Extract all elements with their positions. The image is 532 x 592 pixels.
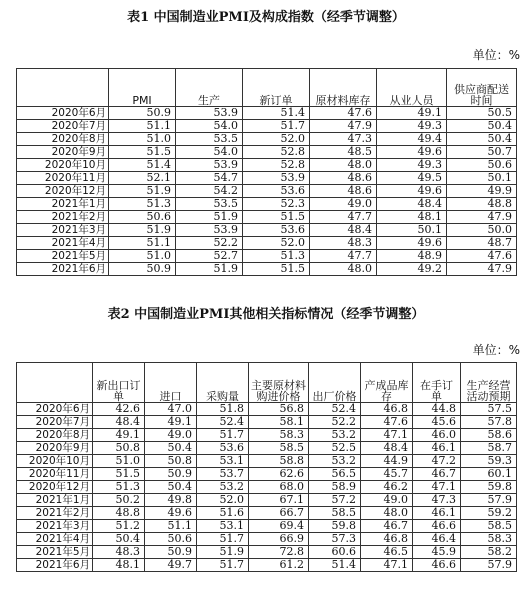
value-cell: 58.1: [249, 416, 309, 429]
value-cell: 47.9: [447, 211, 517, 224]
value-cell: 48.1: [93, 559, 145, 572]
value-cell: 59.8: [461, 481, 517, 494]
value-cell: 53.9: [176, 107, 243, 120]
value-cell: 50.4: [145, 481, 197, 494]
row-date-cell: 2021年3月: [17, 224, 109, 237]
value-cell: 49.1: [145, 416, 197, 429]
table-row: [17, 146, 517, 159]
value-cell: 46.8: [361, 533, 413, 546]
value-cell: 66.7: [249, 507, 309, 520]
value-cell: 48.3: [310, 237, 377, 250]
value-cell: 53.5: [176, 198, 243, 211]
value-cell: 49.2: [377, 263, 447, 276]
value-cell: 52.8: [243, 146, 310, 159]
table2-header-cell: 采购量: [197, 363, 249, 403]
table-row: [17, 507, 517, 520]
value-cell: 52.0: [243, 133, 310, 146]
value-cell: 50.8: [93, 442, 145, 455]
value-cell: 48.4: [93, 416, 145, 429]
value-cell: 57.9: [461, 559, 517, 572]
value-cell: 48.8: [447, 198, 517, 211]
value-cell: 51.9: [176, 211, 243, 224]
value-cell: 53.6: [197, 442, 249, 455]
value-cell: 57.8: [461, 416, 517, 429]
value-cell: 46.5: [361, 546, 413, 559]
table-row: [17, 107, 517, 120]
value-cell: 48.0: [361, 507, 413, 520]
table1-title: 表1 中国制造业PMI及构成指数（经季节调整）: [127, 10, 405, 25]
value-cell: 51.5: [109, 146, 176, 159]
value-cell: 49.6: [377, 185, 447, 198]
row-date-cell: 2020年7月: [17, 120, 109, 133]
value-cell: 52.2: [309, 416, 361, 429]
value-cell: 48.0: [310, 159, 377, 172]
value-cell: 51.2: [93, 520, 145, 533]
value-cell: 48.3: [93, 546, 145, 559]
value-cell: 47.1: [361, 559, 413, 572]
value-cell: 46.7: [413, 468, 461, 481]
value-cell: 49.1: [377, 107, 447, 120]
value-cell: 48.0: [310, 263, 377, 276]
value-cell: 46.8: [361, 403, 413, 416]
value-cell: 52.3: [243, 198, 310, 211]
row-date-cell: 2021年6月: [17, 263, 109, 276]
value-cell: 47.7: [310, 211, 377, 224]
value-cell: 72.8: [249, 546, 309, 559]
value-cell: 51.9: [109, 185, 176, 198]
value-cell: 48.4: [310, 224, 377, 237]
table-row: [17, 468, 517, 481]
table-row: [17, 198, 517, 211]
value-cell: 47.3: [413, 494, 461, 507]
row-date-cell: 2021年1月: [17, 494, 93, 507]
value-cell: 53.6: [243, 185, 310, 198]
value-cell: 52.4: [197, 416, 249, 429]
value-cell: 46.1: [413, 442, 461, 455]
value-cell: 58.7: [461, 442, 517, 455]
table1-header-cell: 供应商配送时间: [447, 69, 517, 107]
value-cell: 52.5: [309, 442, 361, 455]
value-cell: 50.6: [145, 533, 197, 546]
value-cell: 54.0: [176, 146, 243, 159]
value-cell: 51.1: [145, 520, 197, 533]
value-cell: 58.2: [461, 546, 517, 559]
row-date-cell: 2020年8月: [17, 133, 109, 146]
value-cell: 51.5: [93, 468, 145, 481]
table2-header-cell: 新出口订单: [93, 363, 145, 403]
value-cell: 59.2: [461, 507, 517, 520]
value-cell: 49.5: [377, 172, 447, 185]
value-cell: 51.3: [109, 198, 176, 211]
value-cell: 52.0: [243, 237, 310, 250]
value-cell: 51.7: [197, 559, 249, 572]
row-date-cell: 2020年9月: [17, 442, 93, 455]
value-cell: 51.9: [176, 263, 243, 276]
value-cell: 51.8: [197, 403, 249, 416]
value-cell: 44.8: [413, 403, 461, 416]
value-cell: 57.2: [309, 494, 361, 507]
value-cell: 50.9: [109, 107, 176, 120]
table1-body: [17, 107, 517, 276]
table2-header-cell: 在手订单: [413, 363, 461, 403]
table2-header-cell: 产成品库存: [361, 363, 413, 403]
table-row: [17, 416, 517, 429]
table2-header-cell: 主要原材料购进价格: [249, 363, 309, 403]
row-date-cell: 2021年5月: [17, 546, 93, 559]
value-cell: 51.3: [243, 250, 310, 263]
value-cell: 59.8: [309, 520, 361, 533]
value-cell: 68.0: [249, 481, 309, 494]
table-row: [17, 185, 517, 198]
table2-header-cell: 生产经营活动预期: [461, 363, 517, 403]
value-cell: 51.1: [109, 237, 176, 250]
value-cell: 57.3: [309, 533, 361, 546]
value-cell: 47.3: [310, 133, 377, 146]
row-date-cell: 2020年11月: [17, 172, 109, 185]
table2-header-cell: [17, 363, 93, 403]
value-cell: 46.6: [413, 559, 461, 572]
table-row: [17, 494, 517, 507]
value-cell: 51.9: [109, 224, 176, 237]
value-cell: 53.7: [197, 468, 249, 481]
value-cell: 48.6: [310, 172, 377, 185]
row-date-cell: 2021年1月: [17, 198, 109, 211]
table-row: [17, 429, 517, 442]
value-cell: 56.5: [309, 468, 361, 481]
value-cell: 49.4: [377, 133, 447, 146]
value-cell: 50.4: [447, 120, 517, 133]
row-date-cell: 2020年6月: [17, 403, 93, 416]
value-cell: 52.8: [243, 159, 310, 172]
value-cell: 60.6: [309, 546, 361, 559]
value-cell: 49.8: [145, 494, 197, 507]
value-cell: 53.9: [243, 172, 310, 185]
value-cell: 51.7: [197, 533, 249, 546]
value-cell: 53.2: [197, 481, 249, 494]
value-cell: 58.5: [249, 442, 309, 455]
value-cell: 50.2: [93, 494, 145, 507]
table2-header-cell: 出厂价格: [309, 363, 361, 403]
value-cell: 49.3: [377, 159, 447, 172]
value-cell: 53.1: [197, 520, 249, 533]
value-cell: 48.4: [377, 198, 447, 211]
value-cell: 50.9: [145, 468, 197, 481]
row-date-cell: 2021年5月: [17, 250, 109, 263]
value-cell: 58.3: [249, 429, 309, 442]
value-cell: 47.1: [413, 481, 461, 494]
table1-header-row: [17, 69, 517, 107]
value-cell: 47.6: [447, 250, 517, 263]
table-row: [17, 546, 517, 559]
row-date-cell: 2021年3月: [17, 520, 93, 533]
value-cell: 53.1: [197, 455, 249, 468]
value-cell: 51.4: [243, 107, 310, 120]
value-cell: 46.2: [361, 481, 413, 494]
value-cell: 49.7: [145, 559, 197, 572]
value-cell: 50.5: [447, 107, 517, 120]
value-cell: 53.9: [176, 224, 243, 237]
value-cell: 49.1: [93, 429, 145, 442]
row-date-cell: 2021年6月: [17, 559, 93, 572]
value-cell: 46.6: [413, 520, 461, 533]
value-cell: 48.9: [377, 250, 447, 263]
value-cell: 58.8: [249, 455, 309, 468]
value-cell: 50.1: [447, 172, 517, 185]
value-cell: 46.0: [413, 429, 461, 442]
table2-body: [17, 403, 517, 572]
value-cell: 52.2: [176, 237, 243, 250]
value-cell: 47.0: [145, 403, 197, 416]
table1-header-cell: 原材料库存: [310, 69, 377, 107]
value-cell: 47.7: [310, 250, 377, 263]
row-date-cell: 2020年9月: [17, 146, 109, 159]
row-date-cell: 2020年6月: [17, 107, 109, 120]
value-cell: 50.4: [145, 442, 197, 455]
value-cell: 54.7: [176, 172, 243, 185]
table1-header-cell: 生产: [176, 69, 243, 107]
value-cell: 49.6: [377, 146, 447, 159]
value-cell: 51.4: [309, 559, 361, 572]
value-cell: 51.1: [109, 120, 176, 133]
value-cell: 60.1: [461, 468, 517, 481]
table-row: [17, 520, 517, 533]
value-cell: 48.4: [361, 442, 413, 455]
value-cell: 47.9: [447, 263, 517, 276]
value-cell: 49.6: [377, 237, 447, 250]
row-date-cell: 2021年2月: [17, 211, 109, 224]
value-cell: 48.7: [447, 237, 517, 250]
value-cell: 50.6: [109, 211, 176, 224]
value-cell: 48.5: [310, 146, 377, 159]
table-row: [17, 533, 517, 546]
value-cell: 58.5: [461, 520, 517, 533]
table-row: [17, 159, 517, 172]
value-cell: 52.4: [309, 403, 361, 416]
table-row: [17, 455, 517, 468]
value-cell: 67.1: [249, 494, 309, 507]
value-cell: 45.9: [413, 546, 461, 559]
value-cell: 46.4: [413, 533, 461, 546]
value-cell: 45.7: [361, 468, 413, 481]
value-cell: 57.9: [461, 494, 517, 507]
value-cell: 51.9: [197, 546, 249, 559]
value-cell: 51.7: [243, 120, 310, 133]
value-cell: 69.4: [249, 520, 309, 533]
value-cell: 54.2: [176, 185, 243, 198]
table-row: [17, 237, 517, 250]
value-cell: 62.6: [249, 468, 309, 481]
value-cell: 46.7: [361, 520, 413, 533]
row-date-cell: 2020年10月: [17, 159, 109, 172]
value-cell: 59.3: [461, 455, 517, 468]
value-cell: 53.2: [309, 455, 361, 468]
value-cell: 42.6: [93, 403, 145, 416]
value-cell: 53.2: [309, 429, 361, 442]
row-date-cell: 2020年11月: [17, 468, 93, 481]
value-cell: 49.6: [145, 507, 197, 520]
value-cell: 49.9: [447, 185, 517, 198]
row-date-cell: 2020年12月: [17, 481, 93, 494]
value-cell: 52.1: [109, 172, 176, 185]
value-cell: 56.8: [249, 403, 309, 416]
value-cell: 48.8: [93, 507, 145, 520]
value-cell: 50.4: [93, 533, 145, 546]
value-cell: 47.6: [310, 107, 377, 120]
row-date-cell: 2020年10月: [17, 455, 93, 468]
value-cell: 49.0: [145, 429, 197, 442]
value-cell: 47.1: [361, 429, 413, 442]
value-cell: 49.3: [377, 120, 447, 133]
table-row: [17, 442, 517, 455]
row-date-cell: 2020年8月: [17, 429, 93, 442]
table-row: [17, 481, 517, 494]
value-cell: 50.8: [145, 455, 197, 468]
table-row: [17, 211, 517, 224]
value-cell: 47.6: [361, 416, 413, 429]
value-cell: 51.5: [243, 211, 310, 224]
value-cell: 51.0: [109, 133, 176, 146]
value-cell: 48.1: [377, 211, 447, 224]
value-cell: 52.0: [197, 494, 249, 507]
value-cell: 48.6: [310, 185, 377, 198]
table2: [16, 362, 517, 572]
value-cell: 50.7: [447, 146, 517, 159]
table2-title: 表2 中国制造业PMI其他相关指标情况（经季节调整）: [107, 307, 425, 322]
table1-header-cell: 从业人员: [377, 69, 447, 107]
value-cell: 51.5: [243, 263, 310, 276]
table-row: [17, 559, 517, 572]
value-cell: 51.0: [109, 250, 176, 263]
value-cell: 61.2: [249, 559, 309, 572]
value-cell: 57.5: [461, 403, 517, 416]
table2-header-cell: 进口: [145, 363, 197, 403]
value-cell: 53.6: [243, 224, 310, 237]
table-row: [17, 403, 517, 416]
value-cell: 58.3: [461, 533, 517, 546]
value-cell: 53.5: [176, 133, 243, 146]
row-date-cell: 2021年4月: [17, 237, 109, 250]
value-cell: 50.6: [447, 159, 517, 172]
value-cell: 50.0: [447, 224, 517, 237]
value-cell: 51.0: [93, 455, 145, 468]
value-cell: 50.1: [377, 224, 447, 237]
value-cell: 53.9: [176, 159, 243, 172]
table1-header-cell: 新订单: [243, 69, 310, 107]
value-cell: 58.5: [309, 507, 361, 520]
value-cell: 51.3: [93, 481, 145, 494]
row-date-cell: 2020年12月: [17, 185, 109, 198]
value-cell: 58.9: [309, 481, 361, 494]
table2-header-row: [17, 363, 517, 403]
table-row: [17, 133, 517, 146]
table1-header-cell: [17, 69, 109, 107]
table2-unit: 单位：%: [472, 343, 520, 357]
row-date-cell: 2021年4月: [17, 533, 93, 546]
row-date-cell: 2021年2月: [17, 507, 93, 520]
row-date-cell: 2020年7月: [17, 416, 93, 429]
table1-unit: 单位：%: [472, 48, 520, 62]
value-cell: 49.0: [310, 198, 377, 211]
value-cell: 46.1: [413, 507, 461, 520]
value-cell: 51.4: [109, 159, 176, 172]
value-cell: 50.4: [447, 133, 517, 146]
value-cell: 44.9: [361, 455, 413, 468]
value-cell: 50.9: [109, 263, 176, 276]
value-cell: 50.9: [145, 546, 197, 559]
value-cell: 52.7: [176, 250, 243, 263]
table-row: [17, 250, 517, 263]
value-cell: 58.6: [461, 429, 517, 442]
table-row: [17, 172, 517, 185]
value-cell: 49.0: [361, 494, 413, 507]
table-row: [17, 224, 517, 237]
value-cell: 66.9: [249, 533, 309, 546]
table-row: [17, 263, 517, 276]
table1: [16, 68, 517, 276]
value-cell: 51.6: [197, 507, 249, 520]
table1-header-cell: PMI: [109, 69, 176, 107]
table-row: [17, 120, 517, 133]
value-cell: 47.9: [310, 120, 377, 133]
value-cell: 47.2: [413, 455, 461, 468]
value-cell: 51.7: [197, 429, 249, 442]
value-cell: 54.0: [176, 120, 243, 133]
value-cell: 45.6: [413, 416, 461, 429]
